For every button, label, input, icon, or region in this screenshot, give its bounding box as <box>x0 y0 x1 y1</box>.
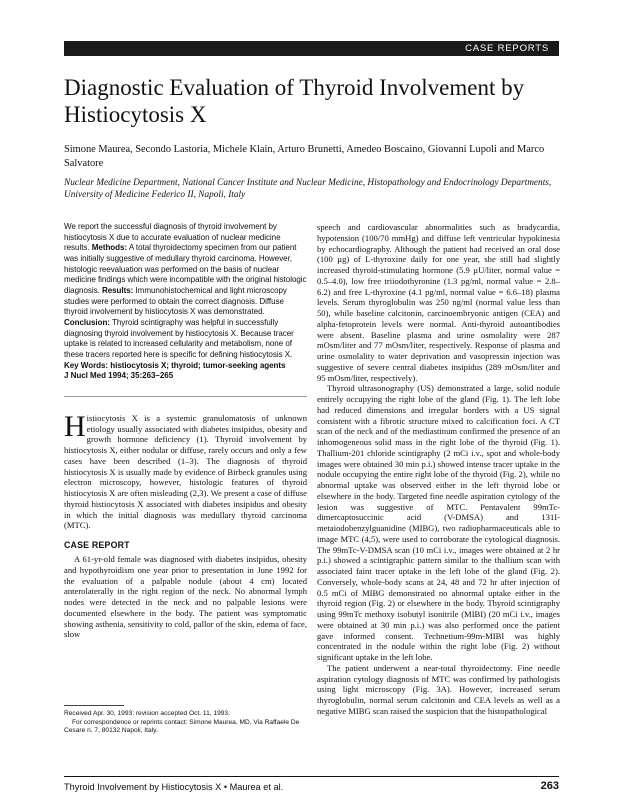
intro-paragraph <box>64 409 307 531</box>
right-column-text <box>317 222 560 717</box>
journal-reference: J Nucl Med 1994; 35:263–265 <box>64 371 174 381</box>
keywords <box>64 361 307 372</box>
footnotes <box>64 710 307 736</box>
conclusion-label: Conclusion: <box>64 317 110 327</box>
abstract-intro: We report the successful diagnosis of thyroid involvement by histiocytosis X due to accurate evaluation of nuclear medicine results. <box>64 222 281 253</box>
section-label: CASE REPORTS <box>465 43 549 54</box>
article-title: Diagnostic Evaluation of Thyroid Involvement by Histiocytosis X <box>64 75 525 127</box>
abstract-body <box>64 222 307 361</box>
running-title: Thyroid Involvement by Histiocytosis X • Maurea et al. <box>64 782 284 792</box>
abstract <box>64 222 307 382</box>
affiliation: Nuclear Medicine Department, National Cancer Institute and Nuclear Medicine, Histopathology and Endocrinology Departments, University of Medicine Federico II, Napoli, Italy <box>64 178 552 200</box>
case-report-paragraph: A 61-yr-old female was diagnosed with diabetes insipidus, obesity and hypothyroidism one year prior to presentation in June 1992 for the evaluation of a palpable nodule (about 4 cm) located anterolaterally in the right region of the neck. No abnormal lymph nodes were detected in the neck and no palpable lesions were documented elsewhere in the body. The patient was symptomatic showing asthenia, sensitivity to cold, pallor of the skin, edema of face, slow <box>64 554 307 640</box>
footer-divider <box>64 776 559 777</box>
keywords-text: histiocytosis X; thyroid; tumor-seeking agents <box>110 360 286 370</box>
footnote-divider <box>64 705 124 706</box>
case-report-section <box>64 554 307 640</box>
abstract-results: Immunohistochemical and light microscopy studies were performed to obtain the correct diagnosis. Diffuse thyroid involvement by histiocytosis X was demonstrated. <box>64 285 287 317</box>
paragraph-imaging: Thyroid ultrasonography (US) demonstrated a large, solid nodule entirely occupying the right lobe of the gland (Fig. 1). The left lobe had reduced dimensions and irregular borders with a US signal consistent with a fibrotic structure mixed to calcification foci. A CT scan of the neck and of the mediastinum confirmed the presence of an inhomogeneous solid mass in the right lobe of the thyroid (Fig. 1). Thallium-201 chloride scintigraphy (2 mCi i.v., spot and whole-body images were obtained 30 min p.i.) showed intense tracer uptake in the nodule occupying the entire right lobe of the thyroid (Fig. 2), while no abnormal uptake was observed either in the left thyroid lobe or elsewhere in the body. Targeted fine needle aspiration cytology of the lesion was suggestive of MTC. Pentavalent 99mTc-dimercaptosuccinic acid (V-DMSA) and 131I-metaiodobenzylguanidine (MIBG), two radiopharmaceuticals able to image MTC (4,5), were used to corroborate the cytological diagnosis. The 99mTc-V-DMSA scan (10 mCi i.v., images were obtained at 2 hr p.i.) showed a scintigraphic pattern similar to the thallium scan with associated faint tracer uptake in the left lobe of the gland (Fig. 2). Conversely, whole-body scans at 24, 48 and 72 hr after injection of 0.5 mCi of MIBG demonstrated no abnormal uptake either in the thyroid region (Fig. 2) or elsewhere in the body. Thyroid scintigraphy using 99mTc methoxy isobutyl isonitrile (MIBI) (20 mCi i.v., images were obtained at 30 min p.i.) was also performed once the patient gave informed consent. Technetium-99m-MIBI was highly concentrated in the nodule within the right lobe (Fig. 2) without significant uptake in the left lobe. <box>317 383 560 662</box>
received-note: Received Apr. 30, 1993; revision accepted Oct. 11, 1993. <box>64 710 230 717</box>
results-label: Results: <box>101 285 134 295</box>
author-list: Simone Maurea, Secondo Lastoria, Michele Klain, Arturo Brunetti, Amedeo Boscaino, Giovanni Lupoli and Marco Salvatore <box>64 144 545 169</box>
correspondence-note: For correspondence or reprints contact: Simone Maurea, MD, Via Raffaele De Cesare n. 7, 80132 Napoli, Italy. <box>64 718 300 735</box>
paragraph-clinical: speech and cardiovascular abnormalities such as bradycardia, hypotension (100/70 mmHg) and diffuse left ventricular hypokinesia by echocardiography. Although the patient had received an oral dose (100 µg) of L-thyroxine daily for one year, she still had slightly increased thyroid-stimulating hormone (5.9 µU/liter, normal value = 0.5–4.0), low free triiodothyronine (1.3 pg/ml, normal value = 2.8–6.2) and free L-thyroxine (4.1 pg/ml, normal value = 6.6–18) plasma levels. Serum thyroglobulin was 250 ng/ml (normal value less than 50), while baseline calcitonin, carcinoembryonic antigen (CEA) and alpha-fetoprotein levels were normal. Anti-thyroid autoantibodies were absent. Baseline plasma and urine osmolality were 287 mOsm/liter and 77 mOsm/liter, respectively. Response of plasma and urine osmolality to water deprivation and vasopressin injection was suggestive of severe central diabetes insipidus (289 mOsm/liter and 95 mOsm/liter, respectively). <box>317 222 560 383</box>
right-column <box>317 222 560 717</box>
page-number: 263 <box>540 780 559 792</box>
keywords-label: Key Words: <box>64 360 109 370</box>
intro-section <box>64 409 307 531</box>
drop-cap: H <box>64 409 86 443</box>
paragraph-surgery: The patient underwent a near-total thyroidectomy. Fine needle aspiration cytology diagnosis of MTC was confirmed by pathologists using light microscopy (Fig. 3A). However, increased serum thyroglobulin, normal serum calcitonin and CEA levels as well as a negative MIBG scan raised the suspicion that the histopathological <box>317 662 560 716</box>
case-report-heading: CASE REPORT <box>64 540 130 551</box>
abstract-conclusion: Thyroid scintigraphy was helpful in successfully diagnosing thyroid involvement by histiocytosis X. Because tracer uptake is related to increased cellularity and metabolism, none of these tracers reported here is specific for defining histiocytosis X. <box>64 317 294 359</box>
methods-label: Methods: <box>91 243 128 253</box>
abstract-methods: A total thyroidectomy specimen from our patient was initially suggestive of medullary thyroid carcinoma. However, histologic reevaluation was performed on the basis of nuclear medicine findings which were incompatible with the original histologic diagnosis. <box>64 243 307 295</box>
section-banner <box>64 41 559 56</box>
intro-text: istiocytosis X is a systemic granulomatosis of unknown etiology usually associated with diabetes insipidus, obesity and growth hormone deficiency (1). Thyroid involvement by histiocytosis X, either nodular or diffuse, rarely occurs and only a few cases have been described (1–3). The diagnosis of thyroid histiocytosis X is usually made by evidence of Birbeck granules using electron microscopy, however, histologic features of thyroid histiocytosis X are often misleading (2,3). We present a case of diffuse thyroid histiocytosis X associated with diabetes insipidus and obesity in which the initial diagnosis was medullary thyroid carcinoma (MTC). <box>64 412 307 531</box>
abstract-divider <box>64 396 307 397</box>
left-column <box>64 222 307 640</box>
